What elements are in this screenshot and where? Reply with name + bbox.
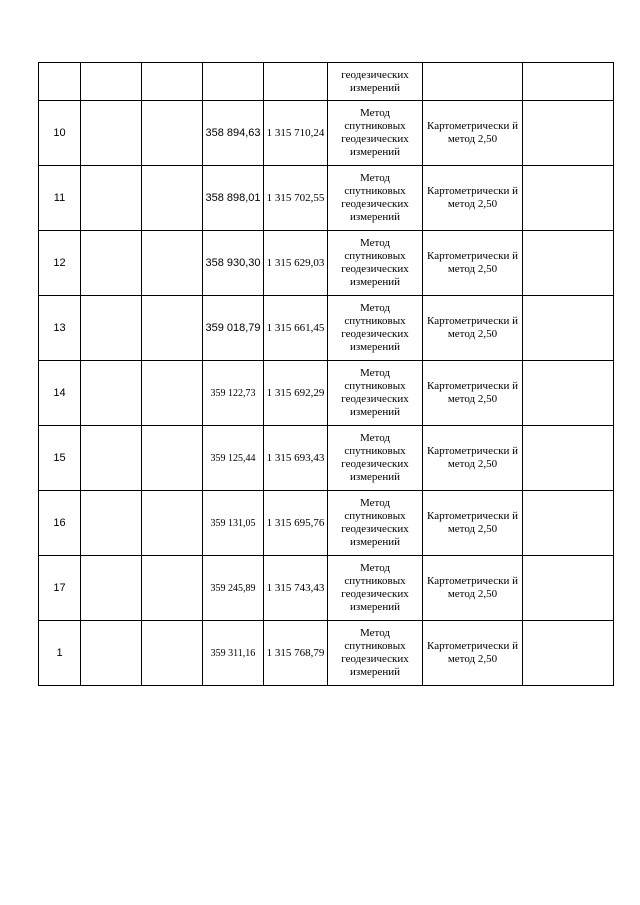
empty-cell [523,296,614,361]
table-row [39,556,614,621]
accuracy-text: Картометрически й метод 2,50 [427,510,518,535]
empty-cell [81,491,142,556]
accuracy-cell [423,166,523,231]
method-cell [328,296,423,361]
empty-cell [523,621,614,686]
x-coordinate-cell [203,63,264,101]
accuracy-text: Картометрически й метод 2,50 [427,380,518,405]
method-cell [328,101,423,166]
method-text: Метод спутниковых геодезических измерений [341,107,409,158]
point-number-cell: 11 [39,166,81,231]
empty-cell [523,361,614,426]
y-coordinate-cell: 1 315 710,24 [264,101,328,166]
accuracy-cell [423,491,523,556]
empty-cell [81,63,142,101]
x-coordinate-cell: 359 125,44 [203,426,264,491]
point-number-cell: 1 [39,621,81,686]
method-text: геодезических измерений [341,68,409,94]
method-cell [328,556,423,621]
method-text: Метод спутниковых геодезических измерений [341,172,409,223]
y-coordinate-cell: 1 315 695,76 [264,491,328,556]
y-coordinate-cell: 1 315 702,55 [264,166,328,231]
x-coordinate-cell: 359 018,79 [203,296,264,361]
point-number-cell: 13 [39,296,81,361]
empty-cell [142,361,203,426]
y-coordinate-cell: 1 315 629,03 [264,231,328,296]
accuracy-text: Картометрически й метод 2,50 [427,120,518,145]
empty-cell [142,621,203,686]
y-coordinate-cell: 1 315 693,43 [264,426,328,491]
accuracy-text: Картометрически й метод 2,50 [427,575,518,600]
method-cell [328,491,423,556]
point-number-cell: 14 [39,361,81,426]
method-cell [328,63,423,101]
method-text: Метод спутниковых геодезических измерений [341,367,409,418]
table-row [39,101,614,166]
accuracy-cell [423,556,523,621]
empty-cell [523,231,614,296]
table-row [39,166,614,231]
empty-cell [81,426,142,491]
method-cell [328,361,423,426]
point-number-cell [39,63,81,101]
method-text: Метод спутниковых геодезических измерений [341,562,409,613]
accuracy-cell [423,621,523,686]
accuracy-text: Картометрически й метод 2,50 [427,640,518,665]
accuracy-cell [423,63,523,101]
x-coordinate-cell: 359 311,16 [203,621,264,686]
method-text: Метод спутниковых геодезических измерений [341,432,409,483]
y-coordinate-cell: 1 315 743,43 [264,556,328,621]
y-coordinate-cell [264,63,328,101]
x-coordinate-cell: 359 131,05 [203,491,264,556]
table-row [39,231,614,296]
empty-cell [81,361,142,426]
empty-cell [142,426,203,491]
x-coordinate-cell: 358 898,01 [203,166,264,231]
method-text: Метод спутниковых геодезических измерений [341,302,409,353]
empty-cell [81,621,142,686]
point-number-cell: 16 [39,491,81,556]
point-number-cell: 12 [39,231,81,296]
method-text: Метод спутниковых геодезических измерений [341,497,409,548]
coordinates-table [38,62,614,686]
accuracy-cell [423,296,523,361]
x-coordinate-cell: 359 122,73 [203,361,264,426]
empty-cell [523,426,614,491]
accuracy-cell [423,101,523,166]
empty-cell [142,63,203,101]
empty-cell [142,491,203,556]
accuracy-text: Картометрически й метод 2,50 [427,315,518,340]
x-coordinate-cell: 359 245,89 [203,556,264,621]
accuracy-cell [423,361,523,426]
empty-cell [523,491,614,556]
table-row [39,296,614,361]
accuracy-text: Картометрически й метод 2,50 [427,250,518,275]
x-coordinate-cell: 358 894,63 [203,101,264,166]
x-coordinate-cell: 358 930,30 [203,231,264,296]
empty-cell [81,556,142,621]
y-coordinate-cell: 1 315 661,45 [264,296,328,361]
empty-cell [523,166,614,231]
empty-cell [142,101,203,166]
method-cell [328,426,423,491]
method-cell [328,621,423,686]
table-row [39,621,614,686]
accuracy-cell [423,426,523,491]
accuracy-text: Картометрически й метод 2,50 [427,185,518,210]
empty-cell [523,63,614,101]
table-row [39,491,614,556]
empty-cell [81,101,142,166]
table-row [39,426,614,491]
empty-cell [81,166,142,231]
method-text: Метод спутниковых геодезических измерений [341,237,409,288]
point-number-cell: 17 [39,556,81,621]
empty-cell [142,556,203,621]
point-number-cell: 10 [39,101,81,166]
empty-cell [81,231,142,296]
method-cell [328,166,423,231]
table-row [39,63,614,101]
empty-cell [523,556,614,621]
accuracy-text: Картометрически й метод 2,50 [427,445,518,470]
empty-cell [142,166,203,231]
method-text: Метод спутниковых геодезических измерений [341,627,409,678]
empty-cell [142,231,203,296]
accuracy-cell [423,231,523,296]
table-row [39,361,614,426]
empty-cell [142,296,203,361]
empty-cell [81,296,142,361]
y-coordinate-cell: 1 315 768,79 [264,621,328,686]
method-cell [328,231,423,296]
empty-cell [523,101,614,166]
y-coordinate-cell: 1 315 692,29 [264,361,328,426]
point-number-cell: 15 [39,426,81,491]
